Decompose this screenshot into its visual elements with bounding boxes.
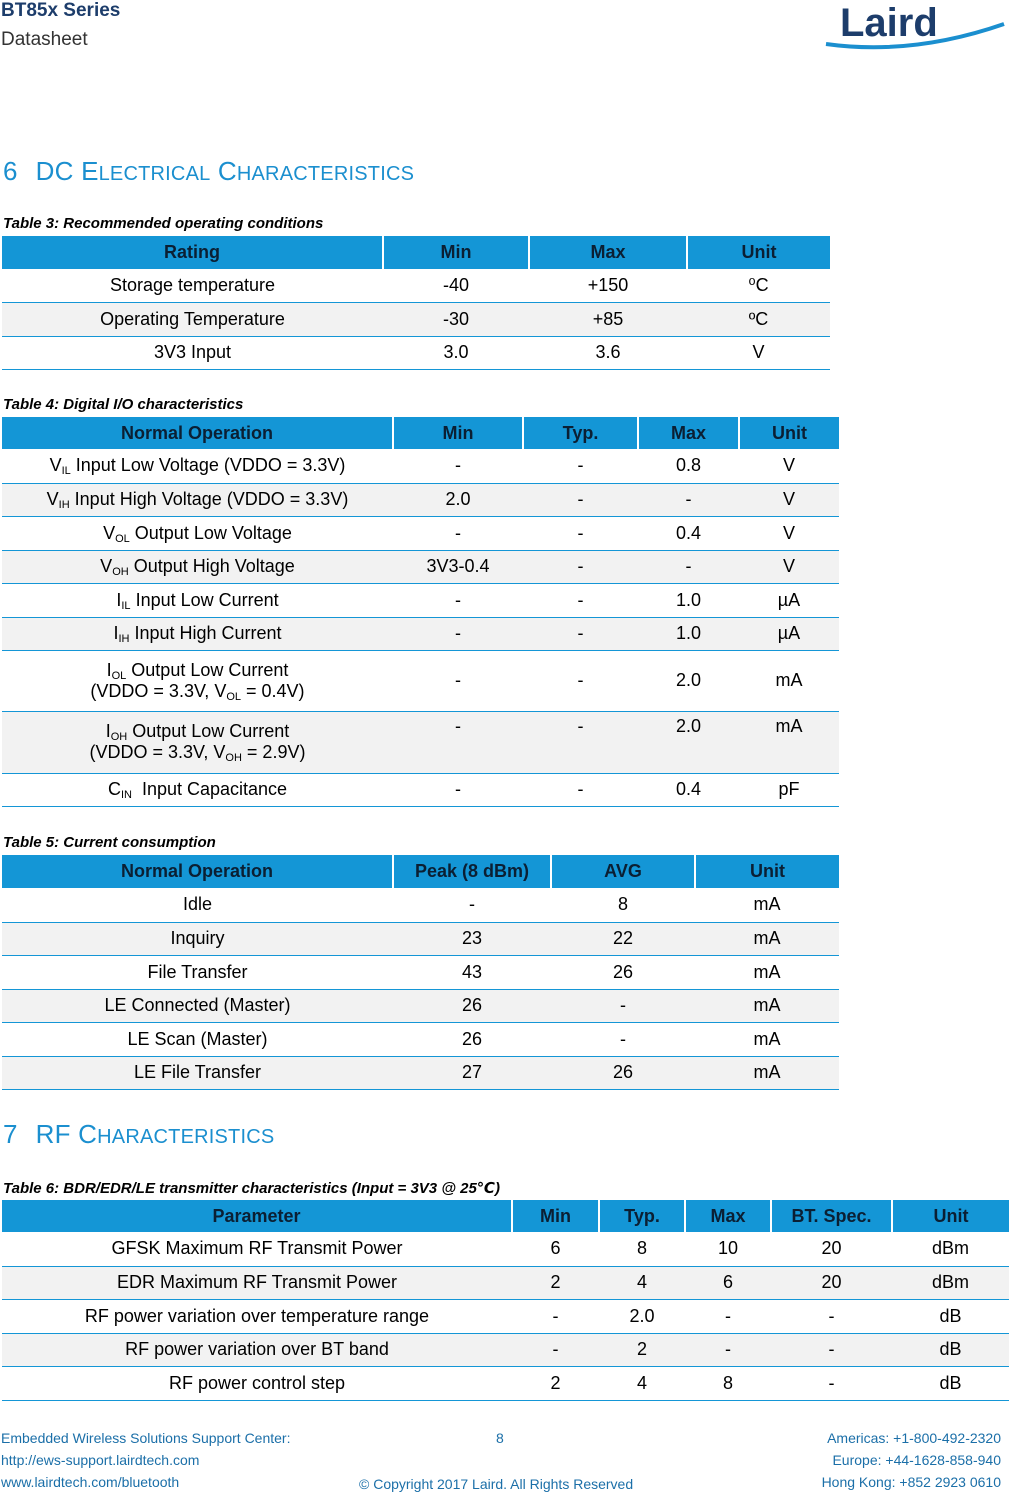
table-cell: 20 (771, 1232, 892, 1266)
table-cell: - (393, 516, 523, 550)
table-cell: mA (739, 650, 839, 711)
table-cell: LE File Transfer (2, 1056, 393, 1089)
table-cell: - (393, 888, 551, 922)
footer-europe-phone: Europe: +44-1628-858-940 (832, 1452, 1001, 1468)
table-row (2, 888, 839, 922)
table-cell: mA (695, 989, 839, 1022)
doc-type: Datasheet (1, 29, 88, 50)
footer-right (822, 1427, 1001, 1493)
table-cell: RF power variation over BT band (2, 1333, 512, 1366)
table4-header: Typ. (523, 417, 638, 449)
table6-header: Unit (892, 1200, 1009, 1232)
table-cell: - (771, 1333, 892, 1366)
table-cell: GFSK Maximum RF Transmit Power (2, 1232, 512, 1266)
table-cell: 3.0 (383, 336, 529, 369)
table-cell: EDR Maximum RF Transmit Power (2, 1266, 512, 1299)
table6-header: Parameter (2, 1200, 512, 1232)
table6-header: Min (512, 1200, 599, 1232)
table-cell: - (523, 583, 638, 617)
param-cell: $I_{IH}$ Input High Current (2, 617, 393, 650)
table-cell: - (393, 583, 523, 617)
table-cell: - (512, 1299, 599, 1333)
table-row (2, 516, 839, 550)
table-cell: ºC (687, 302, 830, 336)
param-cell: $I_{OL}$ Output Low Current (VDDO = 3.3V, $V_{OL} = 0.4V$) (2, 650, 393, 711)
table-cell: 2.0 (599, 1299, 685, 1333)
table-cell: 6 (685, 1266, 771, 1299)
table-cell: - (523, 650, 638, 711)
table-cell: 43 (393, 955, 551, 989)
table3-header: Unit (687, 236, 830, 269)
table-cell: dB (892, 1366, 1009, 1400)
table-cell: pF (739, 773, 839, 806)
table-cell: Inquiry (2, 922, 393, 955)
table-row (2, 449, 839, 483)
table-cell: File Transfer (2, 955, 393, 989)
table-cell: dBm (892, 1266, 1009, 1299)
table-cell: Idle (2, 888, 393, 922)
param-cell: $I_{IL}$ Input Low Current (2, 583, 393, 617)
table-row (2, 483, 839, 516)
table-cell: - (771, 1299, 892, 1333)
table5-header: AVG (551, 855, 695, 888)
table-cell: LE Connected (Master) (2, 989, 393, 1022)
table-cell: - (638, 483, 739, 516)
table-cell: 4 (599, 1266, 685, 1299)
table-cell: RF power variation over temperature range (2, 1299, 512, 1333)
table-cell: 0.4 (638, 773, 739, 806)
table-cell: 1.0 (638, 583, 739, 617)
table4 (2, 417, 839, 807)
section-6-heading: 6 DC ELECTRICAL CHARACTERISTICS (3, 156, 415, 186)
param-cell: $I_{OH}$ Output Low Current (VDDO = 3.3V, $V_{OH} = 2.9V$) (2, 711, 393, 773)
table-cell: - (393, 773, 523, 806)
table-row (2, 336, 830, 369)
table-cell: mA (695, 1022, 839, 1056)
table-cell: 27 (393, 1056, 551, 1089)
table-cell: 26 (551, 1056, 695, 1089)
table-cell: µA (739, 583, 839, 617)
table-cell: V (739, 516, 839, 550)
table6-header: Typ. (599, 1200, 685, 1232)
table-cell: 3V3 Input (2, 336, 383, 369)
table-cell: +85 (529, 302, 687, 336)
table-cell: dBm (892, 1232, 1009, 1266)
table-cell: - (523, 550, 638, 583)
param-cell: $C_{IN}$ Input Capacitance (2, 773, 393, 806)
table5 (2, 855, 839, 1090)
table-row (2, 1232, 1009, 1266)
table-row (2, 617, 839, 650)
footer-support-label: Embedded Wireless Solutions Support Center: (1, 1430, 291, 1446)
table-cell: 10 (685, 1232, 771, 1266)
table-cell: - (685, 1299, 771, 1333)
table-cell: - (393, 650, 523, 711)
table-cell: - (523, 516, 638, 550)
table-cell: dB (892, 1299, 1009, 1333)
table-cell: mA (695, 1056, 839, 1089)
table-cell: +150 (529, 269, 687, 302)
table-cell: 2.0 (638, 650, 739, 711)
table-cell: - (523, 483, 638, 516)
table-cell: 3V3-0.4 (393, 550, 523, 583)
copyright: © Copyright 2017 Laird. All Rights Reserved (359, 1476, 634, 1492)
table-cell: 8 (599, 1232, 685, 1266)
table-row (2, 1266, 1009, 1299)
table-cell: - (638, 550, 739, 583)
table-row (2, 773, 839, 806)
table-row (2, 269, 830, 302)
table-cell: V (739, 449, 839, 483)
table-cell: 26 (393, 989, 551, 1022)
table-cell: mA (695, 955, 839, 989)
table-cell: LE Scan (Master) (2, 1022, 393, 1056)
table-row (2, 650, 839, 711)
section-7-heading: 7 RF CHARACTERISTICS (3, 1119, 275, 1149)
table-cell: - (393, 711, 523, 773)
table-cell: - (512, 1333, 599, 1366)
table-row (2, 989, 839, 1022)
table-row (2, 1056, 839, 1089)
table3 (2, 236, 830, 370)
table6-caption: Table 6: BDR/EDR/LE transmitter characteristics (Input = 3V3 @ 25℃) (3, 1180, 500, 1197)
table-cell: V (687, 336, 830, 369)
table-cell: - (771, 1366, 892, 1400)
table-cell: - (685, 1333, 771, 1366)
table-cell: 22 (551, 922, 695, 955)
table3-header: Rating (2, 236, 383, 269)
table-cell: 26 (393, 1022, 551, 1056)
table-cell: Storage temperature (2, 269, 383, 302)
table-row (2, 550, 839, 583)
table-cell: mA (695, 888, 839, 922)
logo-text: Laird (840, 1, 938, 45)
table-cell: -40 (383, 269, 529, 302)
table-cell: 4 (599, 1366, 685, 1400)
table-cell: 2.0 (393, 483, 523, 516)
table-cell: - (523, 449, 638, 483)
page-number: 8 (496, 1430, 504, 1446)
table-cell: - (523, 773, 638, 806)
param-cell: $V_{IL}$ Input Low Voltage (VDDO = 3.3V) (2, 449, 393, 483)
table-cell: 2.0 (638, 711, 739, 773)
table-cell: - (551, 1022, 695, 1056)
table-cell: 2 (512, 1366, 599, 1400)
table-row (2, 302, 830, 336)
table-row (2, 1022, 839, 1056)
table-row (2, 1366, 1009, 1400)
table4-caption: Table 4: Digital I/O characteristics (3, 396, 244, 413)
table-cell: - (393, 617, 523, 650)
table-row (2, 583, 839, 617)
table4-header: Unit (739, 417, 839, 449)
table4-header: Min (393, 417, 523, 449)
table-cell: ⁰C (687, 269, 830, 302)
table-cell: V (739, 483, 839, 516)
footer-hongkong-phone: Hong Kong: +852 2923 0610 (821, 1474, 1001, 1490)
param-cell: $V_{OH}$ Output High Voltage (2, 550, 393, 583)
table-cell: - (523, 711, 638, 773)
doc-series: BT85x Series (1, 0, 121, 21)
table-cell: 20 (771, 1266, 892, 1299)
table3-header: Max (529, 236, 687, 269)
table-cell: 0.4 (638, 516, 739, 550)
table-cell: Operating Temperature (2, 302, 383, 336)
table-cell: 2 (512, 1266, 599, 1299)
table6 (2, 1200, 1009, 1401)
table-cell: - (551, 989, 695, 1022)
table4-header: Max (638, 417, 739, 449)
table-cell: 8 (685, 1366, 771, 1400)
table-row (2, 922, 839, 955)
param-cell: $V_{OL}$ Output Low Voltage (2, 516, 393, 550)
table6-header: BT. Spec. (771, 1200, 892, 1232)
table3-caption: Table 3: Recommended operating conditions (3, 215, 324, 232)
table5-header: Normal Operation (2, 855, 393, 888)
table-cell: 2 (599, 1333, 685, 1366)
table-cell: RF power control step (2, 1366, 512, 1400)
table-cell: dB (892, 1333, 1009, 1366)
table-cell: - (393, 449, 523, 483)
footer-bluetooth-link[interactable]: www.lairdtech.com/bluetooth (1, 1474, 180, 1490)
table-cell: 0.8 (638, 449, 739, 483)
table-cell: 8 (551, 888, 695, 922)
table5-header: Peak (8 dBm) (393, 855, 551, 888)
table-row (2, 1299, 1009, 1333)
table-cell: - (523, 617, 638, 650)
footer-americas-phone: Americas: +1-800-492-2320 (827, 1430, 1001, 1446)
table6-header: Max (685, 1200, 771, 1232)
table-cell: 6 (512, 1232, 599, 1266)
table-row (2, 711, 839, 773)
footer-support-link[interactable]: http://ews-support.lairdtech.com (1, 1452, 200, 1468)
table-cell: mA (739, 711, 839, 773)
table-cell: 26 (551, 955, 695, 989)
table-cell: 1.0 (638, 617, 739, 650)
table-cell: -30 (383, 302, 529, 336)
table-cell: 3.6 (529, 336, 687, 369)
footer-left (1, 1427, 290, 1493)
table-row (2, 955, 839, 989)
table-cell: V (739, 550, 839, 583)
table3-header: Min (383, 236, 529, 269)
table-cell: 23 (393, 922, 551, 955)
table-cell: µA (739, 617, 839, 650)
table-cell: mA (695, 922, 839, 955)
table-row (2, 1333, 1009, 1366)
laird-logo (822, 0, 1011, 58)
table4-header: Normal Operation (2, 417, 393, 449)
param-cell: $V_{IH}$ Input High Voltage (VDDO = 3.3V) (2, 483, 393, 516)
table5-caption: Table 5: Current consumption (3, 834, 216, 851)
table5-header: Unit (695, 855, 839, 888)
